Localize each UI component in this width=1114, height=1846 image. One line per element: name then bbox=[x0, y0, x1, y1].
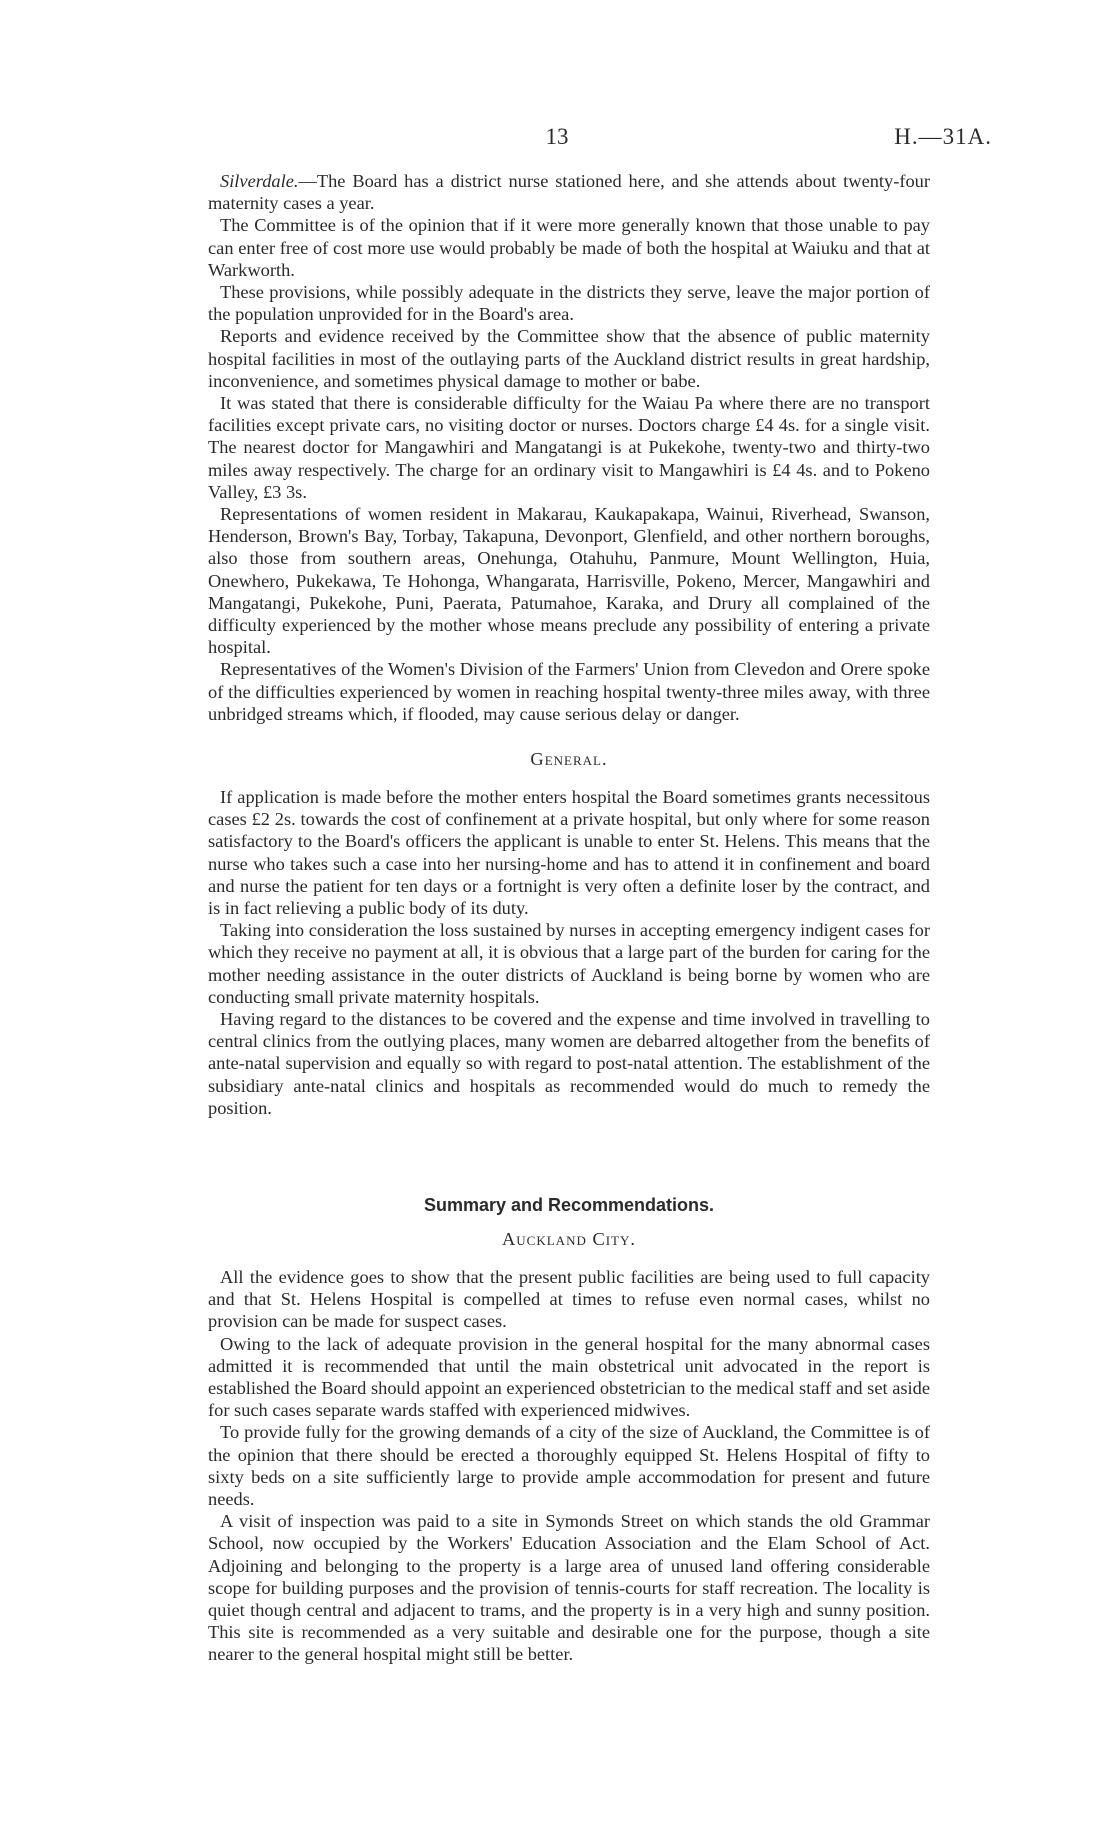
summary-subheading-wrap bbox=[208, 1228, 930, 1250]
paragraph: A visit of inspection was paid to a site in Symonds Street on which stands the old Grammar School, now occupied by the Workers' Education Association and the Elam School of Act. Adjoining and belonging to the property is a large area of unused land offering considerable scope for building purposes and the provision of tennis-courts for staff recreation. The locality is quiet though central and adjacent to trams, and the property is in a very high and sunny position. This site is recommended as a very suitable and desirable one for the purpose, though a site nearer to the general hospital might still be better. bbox=[208, 1511, 930, 1665]
paragraph: Taking into consideration the loss sustained by nurses in accepting emergency indigent cases for which they receive no payment at all, it is obvious that a large part of the burden for caring for the mother needing assistance in the outer districts of Auckland is being borne by women who are conducting small private maternity hospitals. bbox=[208, 920, 930, 1007]
page-number: 13 bbox=[545, 124, 569, 149]
section-general bbox=[208, 748, 930, 770]
paragraph: Representations of women resident in Makarau, Kaukapakapa, Wainui, Riverhead, Swanson, Henderson, Brown's Bay, Torbay, Takapuna, Devonport, Glenfield, and other northern boroughs, also those from southern areas, Onehunga, Otahuhu, Panmure, Mount Wellington, Huia, Onewhero, Pukekawa, Te Hohonga, Whangarata, Harrisville, Pokeno, Mercer, Mangawhiri and Mangatangi, Pukekohe, Puni, Paerata, Patumahoe, Karaka, and Drury all complained of the difficulty experienced by the mother whose means preclude any possibility of entering a private hospital. bbox=[208, 504, 930, 658]
paragraph: These provisions, while possibly adequate in the districts they serve, leave the major portion of the population unprovided for in the Board's area. bbox=[208, 282, 930, 325]
paragraph-silverdale bbox=[208, 170, 930, 214]
paragraph: Representatives of the Women's Division of the Farmers' Union from Clevedon and Orere spoke of the difficulties experienced by women in reaching hospital twenty-three miles away, with three unbridged streams which, if flooded, may cause serious delay or danger. bbox=[208, 659, 930, 724]
paragraph: The Committee is of the opinion that if it were more generally known that those unable to pay can enter free of cost more use would probably be made of both the hospital at Waiuku and that at Warkworth. bbox=[208, 215, 930, 280]
document-reference: H.—31A. bbox=[894, 124, 992, 149]
summary-body bbox=[208, 1266, 930, 1666]
paragraph: Having regard to the distances to be covered and the expense and time involved in travelling to central clinics from the outlying places, many women are debarred altogether from the benefits of ante-natal supervision and equally so with regard to post-natal attention. The establishment of the subsidiary ante-natal clinics and hospitals as recommended would do much to remedy the position. bbox=[208, 1009, 930, 1118]
paragraph-text: —The Board has a district nurse stationed here, and she attends about twenty-four maternity cases a year. bbox=[208, 171, 930, 214]
summary-heading: Summary and Recommendations. bbox=[423, 1195, 715, 1215]
paragraph: To provide fully for the growing demands of a city of the size of Auckland, the Committee is of the opinion that there should be erected a thoroughly equipped St. Helens Hospital of fifty to sixty beds on a site sufficiently large to provide ample accommodation for present and future needs. bbox=[208, 1422, 930, 1510]
paragraph: All the evidence goes to show that the present public facilities are being used to full capacity and that St. Helens Hospital is compelled at times to refuse even normal cases, whilst no provision can be made for suspect cases. bbox=[208, 1267, 930, 1332]
paragraph: Owing to the lack of adequate provision in the general hospital for the many abnormal cases admitted it is recommended that until the main obstetrical unit advocated in the report is established the Board should appoint an experienced obstetrician to the medical staff and set aside for such cases separate wards staffed with experienced midwives. bbox=[208, 1333, 930, 1421]
paragraph: Reports and evidence received by the Committee show that the absence of public maternity hospital facilities in most of the outlaying parts of the Auckland district results in great hardship, inconvenience, and sometimes physical damage to mother or babe. bbox=[208, 326, 930, 391]
paragraph: If application is made before the mother enters hospital the Board sometimes grants necessitous cases £2 2s. towards the cost of confinement at a private hospital, but only where for some reason satisfactory to the Board's officers the applicant is unable to enter St. Helens. This means that the nurse who takes such a case into her nursing-home and has to attend it in confinement and board and nurse the patient for ten days or a fortnight is very often a definite loser by the contract, and is in fact relieving a public body of its duty. bbox=[208, 787, 930, 919]
section-general-body bbox=[208, 786, 930, 1119]
summary-subheading: Auckland City. bbox=[502, 1229, 636, 1249]
paragraph-lead: Silverdale. bbox=[220, 171, 299, 191]
section-heading-general: General. bbox=[530, 749, 608, 769]
section-body-top bbox=[208, 170, 930, 725]
paragraph: It was stated that there is considerable difficulty for the Waiau Pa where there are no transport facilities except private cars, no visiting doctor or nurses. Doctors charge £4 4s. for a single visit. The nearest doctor for Mangawhiri and Mangatangi is at Pukekohe, twenty-two and thirty-two miles away respectively. The charge for an ordinary visit to Mangawhiri is £4 4s. and to Pokeno Valley, £3 3s. bbox=[208, 393, 930, 502]
